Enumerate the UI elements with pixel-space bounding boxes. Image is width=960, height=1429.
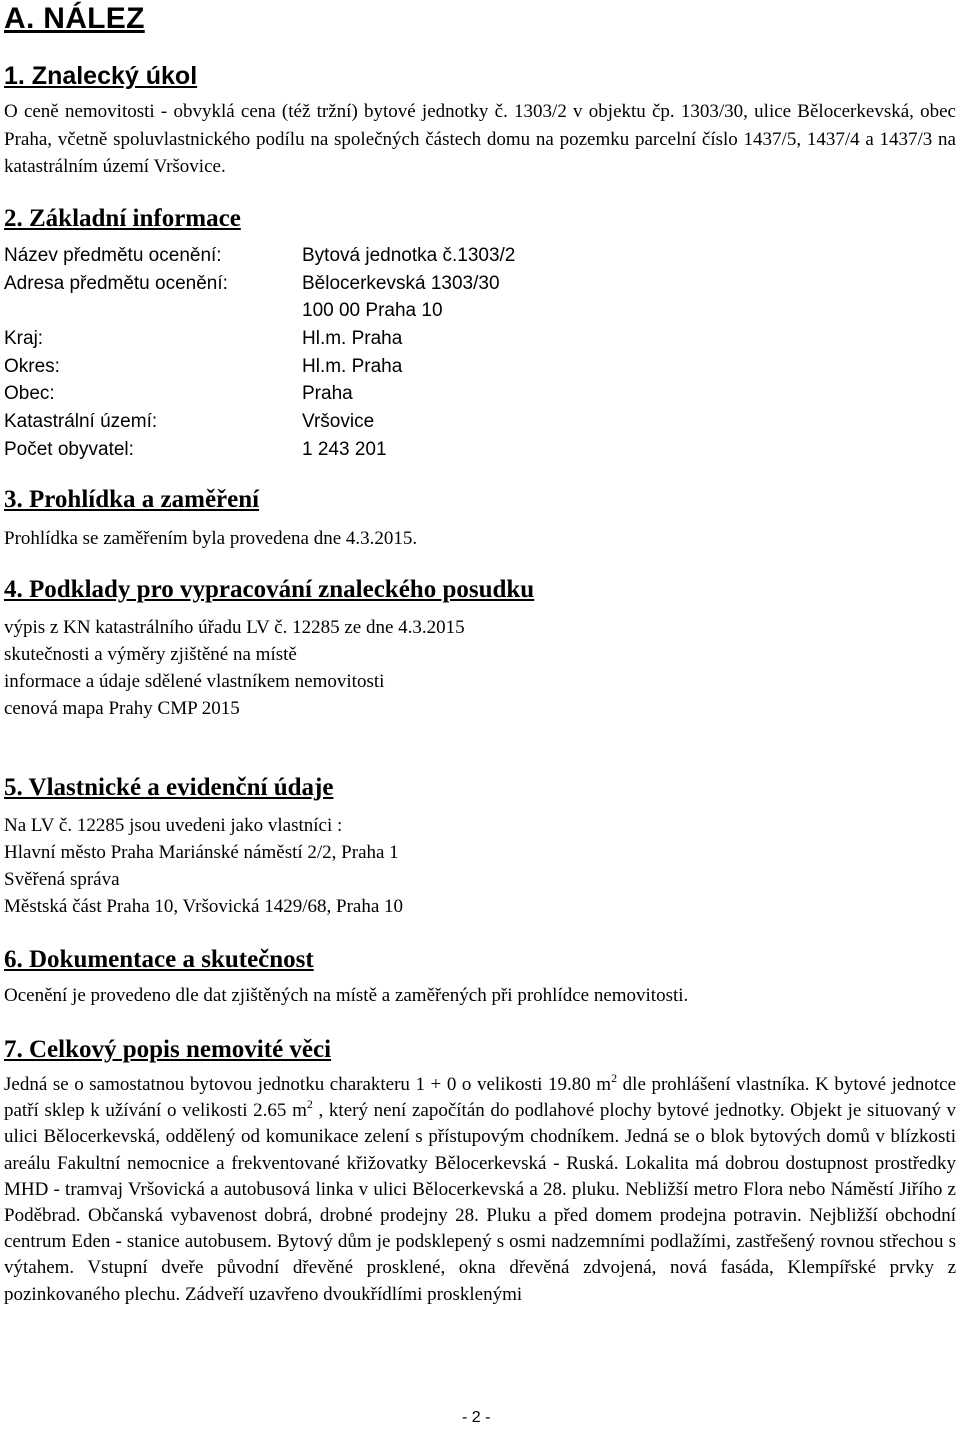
section-3-heading: 3. Prohlídka a zaměření bbox=[4, 486, 260, 513]
info-value: Hl.m. Praha bbox=[302, 355, 403, 377]
source-item: informace a údaje sdělené vlastníkem nemovitosti bbox=[4, 671, 385, 692]
info-label: Počet obyvatel: bbox=[4, 438, 134, 460]
section-1-text: O ceně nemovitosti - obvyklá cena (též tržní) bytové jednotky č. 1303/2 v objektu čp. 1303/30, ulice Bělocerkevská, obec Praha, včetně spoluvlastnického podílu na společných částech domu na pozemku parcelní číslo 1437/5, 1437/4 a 1437/3 na katastrálním území Vršovice. bbox=[4, 101, 956, 178]
info-row bbox=[4, 297, 644, 325]
section-6-heading: 6. Dokumentace a skutečnost bbox=[4, 946, 314, 973]
document-page bbox=[4, 0, 956, 1429]
info-value: Hl.m. Praha bbox=[302, 328, 403, 350]
source-item: cenová mapa Prahy CMP 2015 bbox=[4, 698, 240, 719]
section-7-heading: 7. Celkový popis nemovité věci bbox=[4, 1036, 332, 1063]
owner-line: Hlavní město Praha Mariánské náměstí 2/2, Praha 1 bbox=[4, 842, 399, 863]
superscript: 2 bbox=[306, 1097, 313, 1112]
section-2-heading: 2. Základní informace bbox=[4, 205, 241, 232]
description-part: dle prohlášení vlastníka. K bytové jednotce patří sklep k užívání o velikosti 2.65 m bbox=[4, 1074, 956, 1122]
superscript: 2 bbox=[611, 1071, 618, 1085]
info-value: Vršovice bbox=[302, 411, 375, 433]
info-label: Katastrální území: bbox=[4, 411, 158, 433]
source-item: skutečnosti a výměry zjištěné na místě bbox=[4, 644, 297, 665]
info-row bbox=[4, 380, 644, 408]
section-3-text: Prohlídka se zaměřením byla provedena dne 4.3.2015. bbox=[4, 528, 418, 549]
info-label: Kraj: bbox=[4, 328, 44, 350]
info-label: Okres: bbox=[4, 355, 60, 377]
info-row bbox=[4, 325, 644, 353]
info-row bbox=[4, 270, 644, 298]
owner-line: Na LV č. 12285 jsou uvedeni jako vlastníci : bbox=[4, 815, 343, 836]
info-value: Bytová jednotka č.1303/2 bbox=[302, 245, 516, 266]
info-label: Obec: bbox=[4, 383, 55, 405]
info-row bbox=[4, 436, 644, 464]
info-value: 100 00 Praha 10 bbox=[302, 300, 443, 322]
main-title: A. NÁLEZ bbox=[4, 2, 145, 35]
owner-line: Městská část Praha 10, Vršovická 1429/68, Praha 10 bbox=[4, 896, 404, 917]
info-row bbox=[4, 353, 644, 381]
info-label: Název předmětu ocenění: bbox=[4, 245, 222, 266]
owner-line: Svěřená správa bbox=[4, 869, 120, 890]
info-row bbox=[4, 242, 644, 270]
info-value: Bělocerkevská 1303/30 bbox=[302, 272, 500, 294]
basic-info-table bbox=[4, 242, 644, 464]
info-value: 1 243 201 bbox=[302, 438, 387, 460]
description-part: , který není započítán do podlahové plochy bytové jednotky. Objekt je situovaný v ulici Bělocerkevská, oddělený od komunikace zelení s přístupovým chodníkem. Jedná se o blok bytových domů v blízkosti areálu Fakultní nemocnice a frekventované křižovatky Bělocerkevská - Ruská. Lokalita má dobrou dostupnost prostředky MHD - tramvaj Vršovická a autobusová linka v ulici Bělocerkevská a 28. pluku. Nebližší metro Flora nebo Náměstí Jiřího z Poděbrad. Občanská vybavenost dobrá, drobné prodejny 28. Pluku a před domem prodejna potravin. Nejbližší obchodní centrum Eden - stanice autobusem. Bytový dům je podsklepený s osmi nadzemními podlažími, zastřešený rovnou střechou s výtahem. Vstupní dveře původní dřevěné prosklené, okna dřevěná zdvojená, nová fasáda, Klempířské prvky z pozinkovaného plechu. Zádveří uzavřeno dvoukřídlími prosklenými bbox=[4, 1100, 956, 1305]
section-1-heading: 1. Znalecký úkol bbox=[4, 62, 198, 90]
source-item: výpis z KN katastrálního úřadu LV č. 12285 ze dne 4.3.2015 bbox=[4, 617, 465, 638]
description-part: Jedná se o samostatnou bytovou jednotku charakteru 1 + 0 o velikosti 19.80 m bbox=[4, 1074, 612, 1095]
info-label: Adresa předmětu ocenění: bbox=[4, 272, 228, 294]
section-7-description bbox=[4, 1072, 956, 1308]
section-5-heading: 5. Vlastnické a evidenční údaje bbox=[4, 774, 334, 801]
page-number: - 2 - bbox=[462, 1409, 491, 1426]
info-row bbox=[4, 408, 644, 436]
section-4-heading: 4. Podklady pro vypracování znaleckého posudku bbox=[4, 576, 535, 603]
info-value: Praha bbox=[302, 383, 353, 405]
section-6-text: Ocenění je provedeno dle dat zjištěných na místě a zaměřených při prohlídce nemovitosti. bbox=[4, 985, 689, 1006]
